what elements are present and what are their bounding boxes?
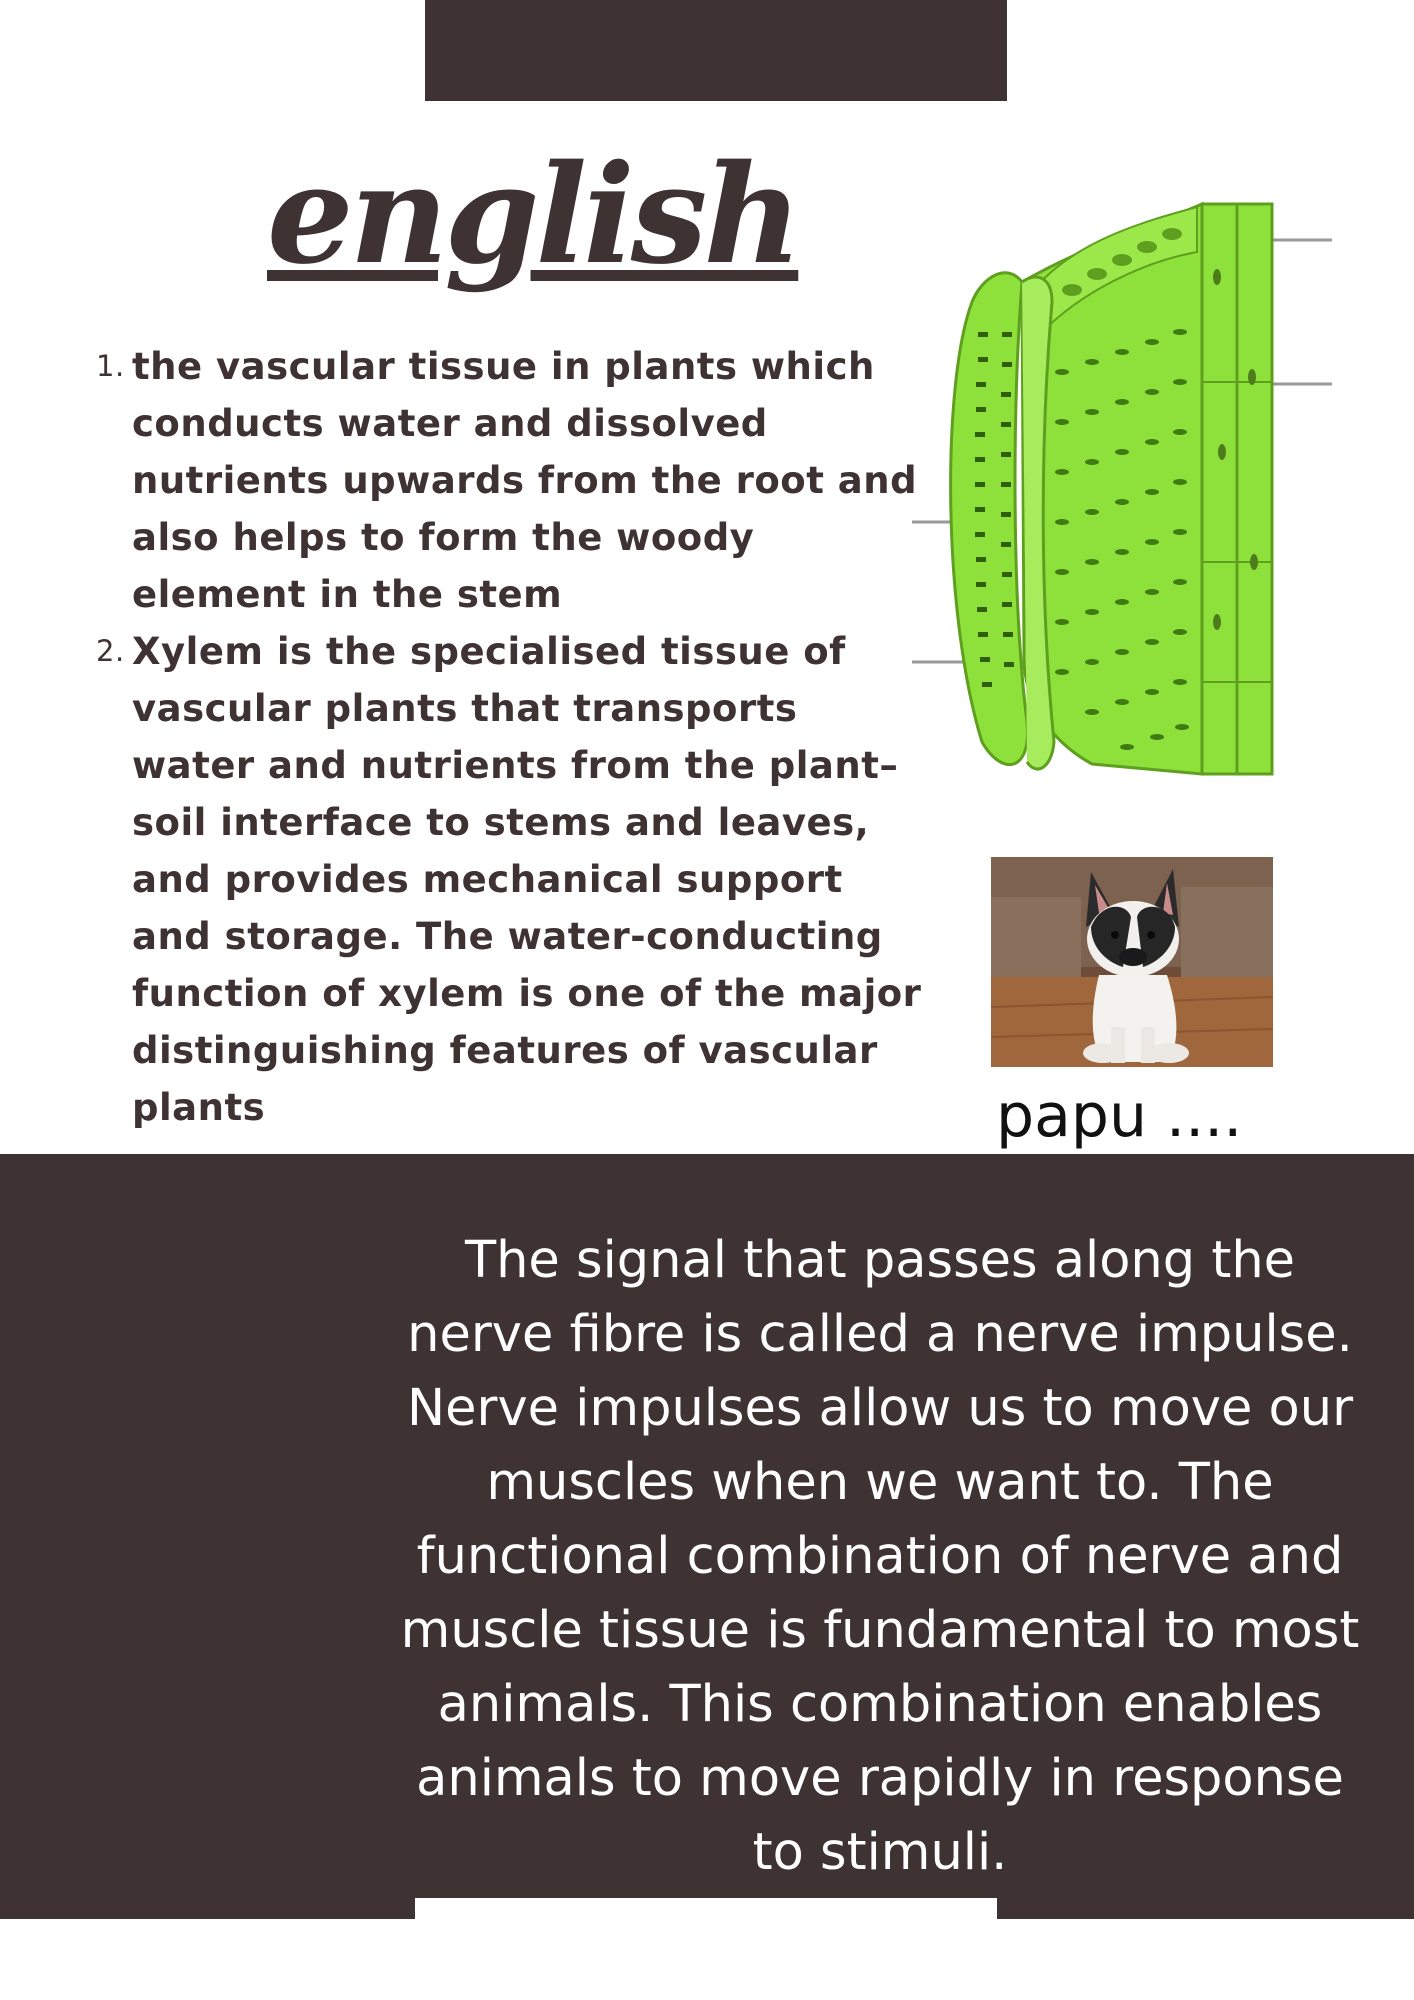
list-item	[92, 623, 922, 1136]
list-text: the vascular tissue in plants which conducts water and dissolved nutrients upwards from the root and also helps to form the woody element in the stem	[132, 345, 918, 616]
list-number: 2.	[96, 634, 125, 668]
page-title: english	[267, 135, 799, 295]
facts-list	[92, 338, 922, 1136]
list-text: Xylem is the specialised tissue of vascular plants that transports water and nutrients from the plant–soil interface to stems and leaves, and provides mechanical support and storage. The water-conducting function of xylem is one of the major distinguishing features of vascular plants	[132, 630, 922, 1129]
nerve-impulse-text: The signal that passes along the nerve fibre is called a nerve impulse. Nerve impulses allow us to move our muscles when we want to. The functional combination of nerve and muscle tissue is fundamental to most animals. This combination enables animals to move rapidly in response to stimuli.	[400, 1231, 1360, 1882]
bottom-accent-strip	[415, 1898, 997, 1920]
photo-caption: papu ....	[996, 1081, 1243, 1151]
xylem-tissue-illustration	[912, 182, 1336, 792]
list-number: 1.	[96, 349, 125, 383]
dog-photo	[991, 857, 1273, 1067]
list-item	[92, 338, 922, 623]
top-banner-bar	[425, 0, 1007, 101]
cuticle-edge	[951, 273, 1028, 765]
